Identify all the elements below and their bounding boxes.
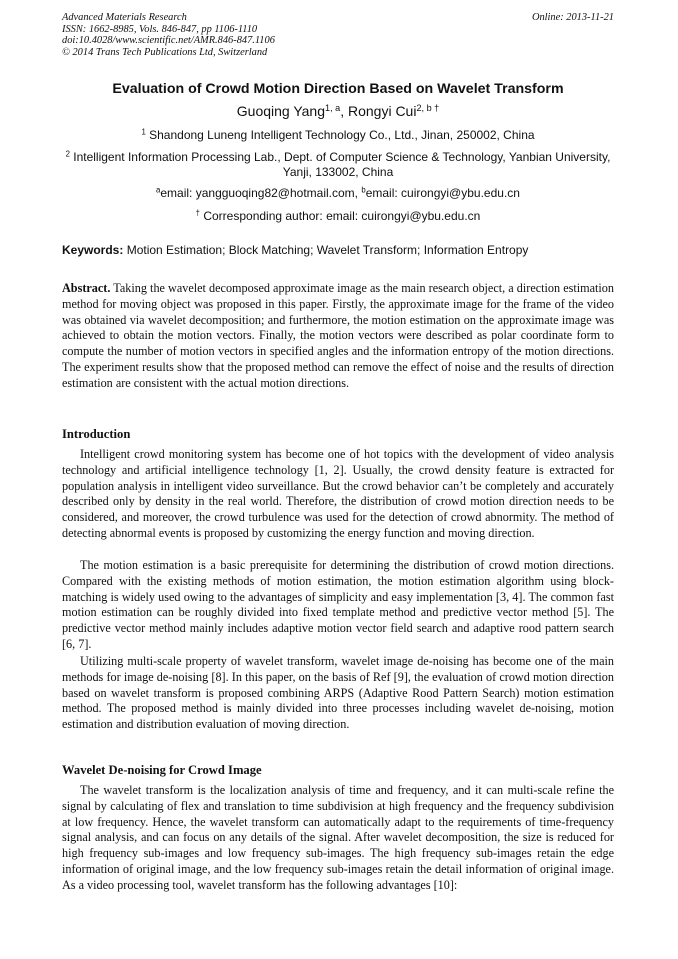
paper-title: Evaluation of Crowd Motion Direction Based on Wavelet Transform (112, 81, 564, 97)
author-superscript: 2, b † (416, 103, 440, 113)
section-heading-wavelet: Wavelet De-noising for Crowd Image (62, 763, 262, 777)
issn-line: ISSN: 1662-8985, Vols. 846-847, pp 1106-1110 (62, 23, 258, 35)
online-date: Online: 2013-11-21 (531, 12, 614, 23)
author-list (62, 102, 614, 120)
email-text: email: yangguoqing82@hotmail.com, (160, 186, 362, 200)
email-marker: b (361, 185, 366, 195)
paragraph: Utilizing multi-scale property of wavelet transform, wavelet image de-noising has become one of the main methods for image de-noising [8]. In this paper, on the basis of Ref [9], the evaluation of crowd motion direction based on wavelet transform is proposed combining ARPS (Adaptive Rood Pattern Search) motion estimation method. The proposed method is mainly divided into three processes including wavelet de-noising, motion estimation and distribution evaluation of moving direction. (62, 654, 614, 732)
affiliation-2 (62, 150, 614, 180)
affiliation-1 (62, 128, 614, 143)
email-text: email: cuirongyi@ybu.edu.cn (365, 186, 520, 200)
email-marker: a (156, 185, 161, 195)
abstract (62, 281, 614, 392)
author-emails (62, 186, 614, 201)
abstract-text: Taking the wavelet decomposed approximate image as the main research object, a direction estimation method for moving object was proposed in this paper. Firstly, the approximate image for the frame of the video was obtained via wavelet decomposition; and furthermore, the motion estimation on the approximate image was achieved to obtain the motion vectors. Finally, the motion vectors were described as polar coordinate form to compute the number of motion vectors in specified angles and the information entropy of the motion directions. The experiment results show that the proposed method can remove the effect of noise and the results of direction estimation are consistent with the actual motion directions. (62, 281, 614, 390)
affiliation-marker: 1 (141, 127, 146, 137)
affiliation-marker: 2 (65, 149, 70, 159)
affiliation-text: Intelligent Information Processing Lab., Dept. of Computer Science & Technology, Yanbian University, Yanji, 133002, China (69, 150, 611, 179)
corresponding-author (62, 209, 614, 224)
paragraph: The motion estimation is a basic prerequisite for determining the distribution of crowd motion directions. Compared with the existing methods of motion estimation, the motion estimation algorithm using block-matching is widely used owing to the advantages of simplicity and easy implementation [3, 4]. The common fast motion estimation can be roughly divided into fixed template method and predictive vector method [5]. The predictive vector method mainly includes adaptive motion vector field search and adaptive rood pattern search [6, 7]. (62, 558, 614, 651)
journal-name: Advanced Materials Research (62, 12, 187, 23)
section-heading-introduction: Introduction (62, 427, 131, 441)
keywords (62, 243, 614, 258)
corresponding-text: Corresponding author: email: cuirongyi@ybu.edu.cn (200, 209, 481, 223)
author-separator: , (340, 103, 348, 119)
paragraph: Intelligent crowd monitoring system has become one of hot topics with the development of video analysis technology and artificial intelligence technology [1, 2]. Usually, the crowd density feature is extracted for population analysis in intelligent video surveillance. But the crowd behavior can’t be completely and accurately described only by density in the real world. Therefore, the distribution of crowd motion direction needs to be considered, and moreover, the crowd turbulence was used for the detection of crowd abnormity. The method of detecting abnormal events is proposed by customizing the energy function and moving direction. (62, 447, 614, 540)
keywords-text: Motion Estimation; Block Matching; Wavelet Transform; Information Entropy (123, 243, 529, 257)
affiliation-text: Shandong Luneng Intelligent Technology Co., Ltd., Jinan, 250002, China (145, 128, 535, 142)
keywords-label: Keywords: (62, 243, 124, 257)
dagger-marker: † (195, 208, 200, 218)
author-name: Rongyi Cui (347, 103, 417, 119)
doi-line: doi:10.4028/www.scientific.net/AMR.846-847.1106 (62, 35, 275, 47)
journal-header (62, 12, 275, 58)
author-superscript: 1, a (325, 103, 341, 113)
abstract-label: Abstract. (62, 281, 111, 295)
author-name: Guoqing Yang (236, 103, 326, 119)
copyright-line: © 2014 Trans Tech Publications Ltd, Switzerland (62, 46, 268, 58)
paragraph: The wavelet transform is the localization analysis of time and frequency, and it can multi-scale refine the signal by calculating of flex and translation to time subdivision at high frequency and the frequency subdivision at low frequency. Hence, the wavelet transform can automatically adapt to the requirements of time-frequency signal analysis, and can focus on any details of the signal. After wavelet decomposition, the size is reduced for high frequency sub-images and low frequency sub-images. The high frequency sub-images retain the edge information of original image, and the low frequency sub-images retain the detail information of original image. As a video processing tool, wavelet transform has the following advantages [10]: (62, 783, 614, 892)
